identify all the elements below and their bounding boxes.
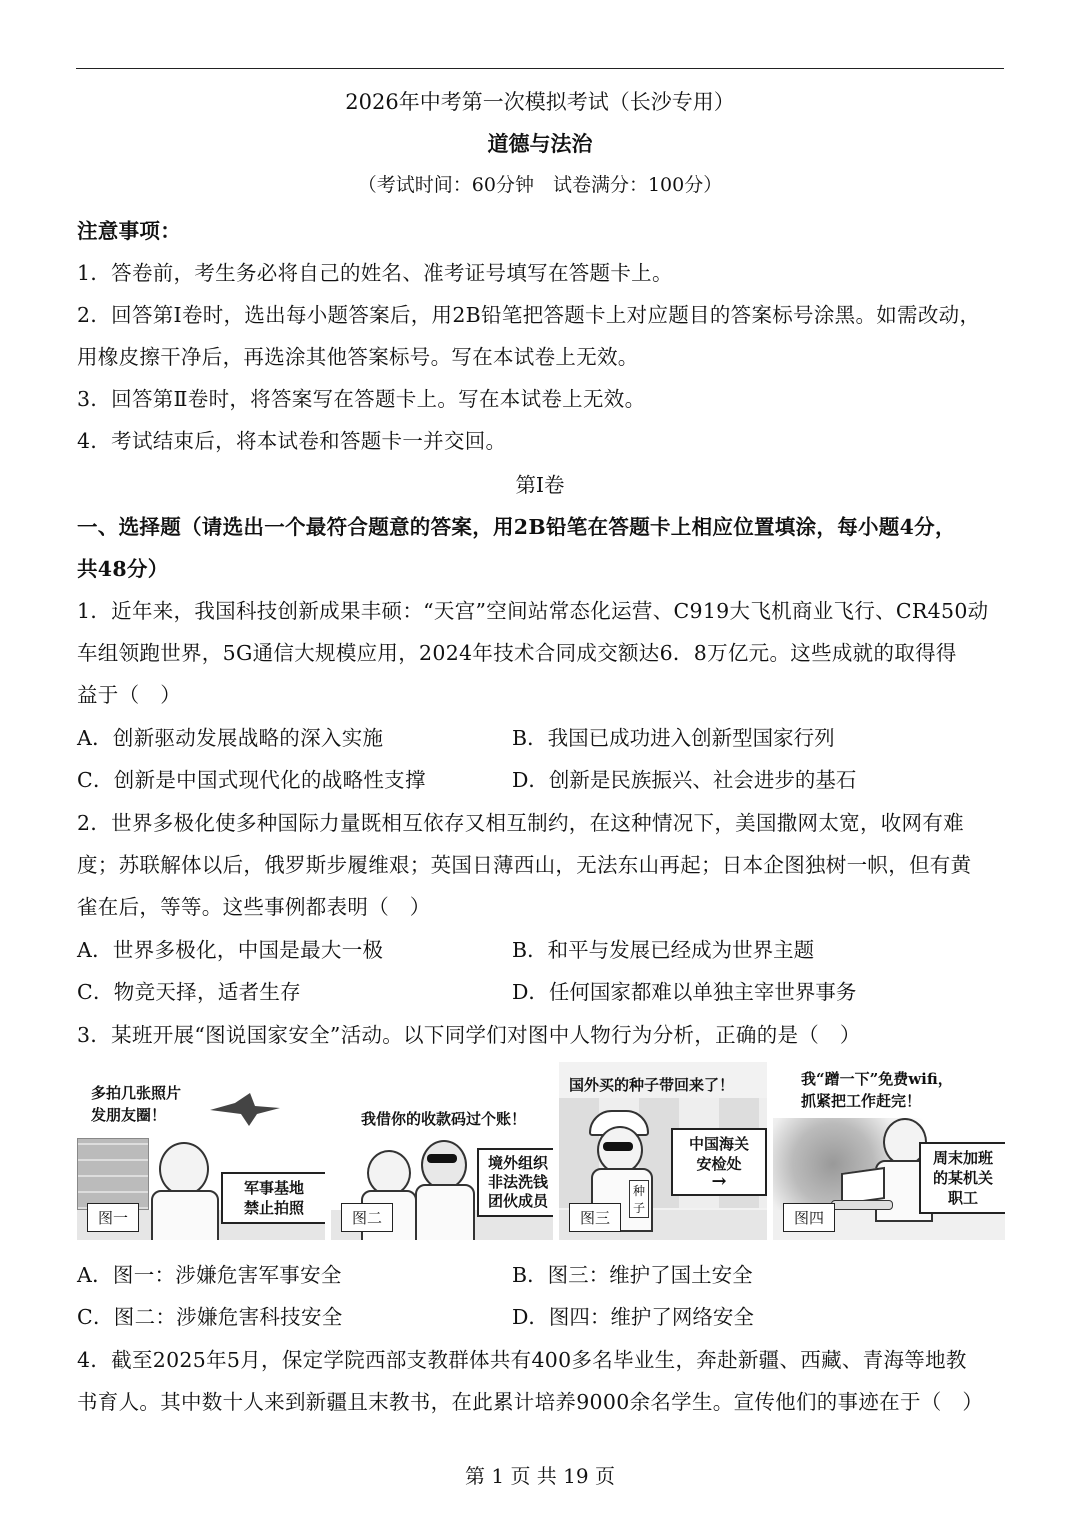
question-3-option-c: C．图二：涉嫌危害科技安全 [77,1305,343,1329]
question-1-stem: 1．近年来，我国科技创新成果丰硕：“天宫”空间站常态化运营、C919大飞机商业飞行、CR450动 [77,599,989,623]
part1-heading-cont: 共48分） [77,557,169,581]
cartoon-strip [77,1062,1005,1242]
table-icon [831,1200,893,1210]
section-label: 第Ⅰ卷 [515,473,565,497]
note-line: 用橡皮擦干净后，再选涂其他答案标号。写在本试卷上无效。 [77,345,639,369]
note-line: 1．答卷前，考生务必将自己的姓名、准考证号填写在答题卡上。 [77,261,673,285]
question-2-stem: 度；苏联解体以后，俄罗斯步履维艰；英国日薄西山，无法东山再起；日本企图独树一帜，但有黄 [77,853,972,877]
notes-heading: 注意事项： [77,219,181,243]
cartoon-panel-1 [77,1062,325,1240]
exam-title: 2026年中考第一次模拟考试（长沙专用） [345,90,735,114]
panel-2-label: 图二 [341,1203,393,1232]
question-2-stem: 2．世界多极化使多种国际力量既相互依存又相互制约，在这种情况下，美国撒网太宽，收网有难 [77,811,964,835]
panel-1-sign: 军事基地 禁止拍照 [221,1172,325,1224]
question-1-stem: 益于（ ） [77,683,181,707]
exam-subject: 道德与法治 [487,131,593,156]
question-1-stem: 车组领跑世界，5G通信大规模应用，2024年技术合同成交额达6．8万亿元。这些成就的取得得 [77,641,957,665]
seed-bag: 种子 [629,1180,649,1218]
question-3-option-d: D．图四：维护了网络安全 [512,1305,754,1329]
question-2-option-a: A．世界多极化，中国是最大一极 [77,938,384,962]
question-1-option-c: C．创新是中国式现代化的战略性支撑 [77,768,426,792]
sunglasses-icon [427,1154,457,1163]
brick-wall [77,1138,149,1210]
exam-info: （考试时间：60分钟 试卷满分：100分） [357,174,723,196]
part1-heading: 一、选择题（请选出一个最符合题意的答案，用2B铅笔在答题卡上相应位置填涂，每小题4分， [77,515,956,539]
person-body [415,1184,475,1240]
panel-3-sign: 中国海关 安检处 → [671,1128,767,1196]
panel-1-label: 图一 [87,1203,139,1232]
question-2-option-b: B．和平与发展已经成为世界主题 [512,938,815,962]
note-line: 3．回答第Ⅱ卷时，将答案写在答题卡上。写在本试卷上无效。 [77,387,646,411]
panel-4-speech: 我“蹭一下”免费wifi， 抓紧把工作赶完！ [801,1070,953,1110]
question-1-option-d: D．创新是民族振兴、社会进步的基石 [512,768,857,792]
top-rule [76,68,1004,69]
question-2-option-c: C．物竞天择，适者生存 [77,980,301,1004]
note-line: 4．考试结束后，将本试卷和答题卡一并交回。 [77,429,507,453]
panel-4-sign: 周末加班 的某机关 职工 [919,1142,1005,1214]
panel-1-speech: 多拍几张照片 发朋友圈！ [91,1084,182,1124]
question-2-stem: 雀在后，等等。这些事例都表明（ ） [77,895,431,919]
sunglasses-icon [603,1142,633,1151]
note-line: 2．回答第Ⅰ卷时，选出每小题答案后，用2B铅笔把答题卡上对应题目的答案标号涂黑。如需改动， [77,303,981,327]
page-footer: 第 1 页 共 19 页 [465,1464,615,1488]
cartoon-panel-3 [559,1062,767,1240]
cartoon-panel-2 [331,1062,553,1240]
panel-2-sign: 境外组织 非法洗钱 团伙成员 [477,1148,553,1217]
drone-icon [205,1088,285,1128]
question-1-option-a: A．创新驱动发展战略的深入实施 [77,726,384,750]
arrow-right-icon: → [711,1171,727,1192]
person-head [421,1140,467,1190]
question-4-stem: 4．截至2025年5月，保定学院西部支教群体共有400多名毕业生，奔赴新疆、西藏、青海等地教 [77,1348,967,1372]
panel-3-speech: 国外买的种子带回来了！ [569,1076,735,1094]
question-4-stem: 书育人。其中数十人来到新疆且末教书，在此累计培养9000余名学生。宣传他们的事迹在于（ ） [77,1390,984,1414]
question-3-stem: 3．某班开展“图说国家安全”活动。以下同学们对图中人物行为分析，正确的是（ ） [77,1023,861,1047]
question-3-option-a: A．图一：涉嫌危害军事安全 [77,1263,342,1287]
question-3-option-b: B．图三：维护了国土安全 [512,1263,753,1287]
person-body [151,1190,219,1240]
question-2-option-d: D．任何国家都难以单独主宰世界事务 [512,980,857,1004]
cartoon-panel-4 [773,1062,1005,1240]
panel-2-speech: 我借你的收款码过个账！ [361,1110,527,1128]
panel-4-label: 图四 [783,1203,835,1232]
person-head [159,1142,209,1196]
question-1-option-b: B．我国已成功进入创新型国家行列 [512,726,835,750]
panel-3-label: 图三 [569,1203,621,1232]
